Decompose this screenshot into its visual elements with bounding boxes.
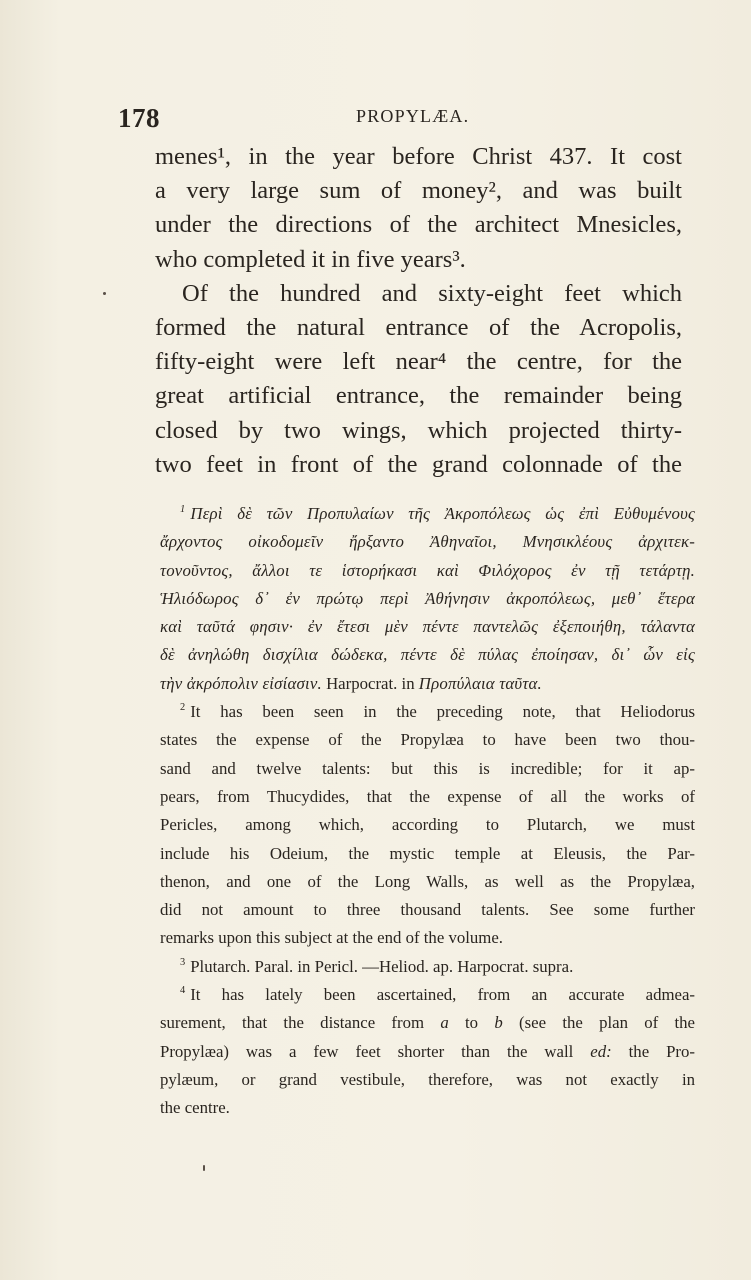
footnote-4	[160, 981, 695, 1122]
footnote-line: καὶ ταῦτά φησιν· ἐν ἔτεσι μὲν πέντε παντελῶς ἐξεποιήθη, τάλαντα	[160, 617, 695, 637]
footnote-line	[160, 1038, 695, 1066]
footnote-marker: 3	[180, 957, 186, 969]
footnote-text: (see the plan of the	[519, 1013, 696, 1033]
paper-speck	[103, 292, 106, 295]
plan-letter: a	[440, 1013, 449, 1033]
footnote-3	[160, 953, 695, 981]
footnote-line: τονοῦντος, ἄλλοι τε ἱστορήκασι καὶ Φιλόχορος ἐν τῇ τετάρτῃ.	[160, 560, 695, 580]
footnote-1	[160, 500, 695, 698]
footnote-line: did not amount to three thousand talents. See some further	[160, 900, 695, 920]
footnotes	[160, 500, 695, 1123]
footnote-text: surement, that the distance from	[160, 1013, 425, 1033]
body-line: closed by two wings, which projected thirty-	[155, 416, 682, 444]
body-line: two feet in front of the grand colonnade of the	[155, 450, 682, 478]
footnote-text: Περὶ δὲ τῶν Προπυλαίων τῆς Ἀκροπόλεως ὡς ἐπὶ Εὐθυμένους	[190, 504, 695, 523]
footnote-text: the Pro-	[628, 1041, 695, 1061]
footnote-line: thenon, and one of the Long Walls, as well as the Propylæa,	[160, 871, 695, 891]
footnote-line	[160, 953, 695, 981]
body-line: Of the hundred and sixty-eight feet which	[182, 279, 682, 307]
footnote-text: It has lately been ascertained, from an accurate admea-	[190, 985, 695, 1005]
footnote-text: to	[465, 1013, 479, 1033]
main-text	[155, 140, 682, 482]
footnote-line	[160, 698, 695, 726]
footnote-marker: 4	[180, 985, 186, 997]
greek-text: Προπύλαια ταῦτα.	[418, 673, 542, 693]
greek-text: τὴν ἀκρόπολιν εἰσίασιν.	[160, 673, 322, 693]
page-header	[118, 103, 678, 137]
body-line: fifty-eight were left near⁴ the centre, for the	[155, 348, 682, 376]
footnote-line	[160, 670, 695, 698]
body-line: who completed it in five years³.	[155, 245, 466, 273]
footnote-marker: 2	[180, 702, 186, 714]
footnote-2	[160, 698, 695, 953]
footnote-text: It has been seen in the preceding note, that Heliodorus	[190, 702, 695, 722]
footnote-line	[160, 1009, 695, 1037]
footnote-marker: 1	[180, 504, 186, 516]
plan-letter: b	[494, 1013, 503, 1033]
body-line: a very large sum of money², and was built	[155, 177, 682, 205]
footnote-line: ἄρχοντος οἰκοδομεῖν ἤρξαντο Ἀθηναῖοι, Μνησικλέους ἀρχιτεκ-	[160, 532, 695, 552]
footnote-text: Propylæa) was a few feet shorter than the wall	[160, 1041, 574, 1061]
footnote-line: remarks upon this subject at the end of the volume.	[160, 928, 503, 948]
footnote-text: Plutarch. Paral. in Pericl. —Heliod. ap. Harpocrat. supra.	[190, 956, 574, 976]
plan-letter: ed:	[590, 1041, 612, 1061]
footnote-line: include his Odeium, the mystic temple at Eleusis, the Par-	[160, 843, 695, 863]
footnote-line: the centre.	[160, 1098, 230, 1118]
footnote-line: pylæum, or grand vestibule, therefore, was not exactly in	[160, 1069, 695, 1089]
page-number: 178	[118, 103, 160, 133]
footnote-line: Ἡλιόδωρος δ᾽ ἐν πρώτῳ περὶ Ἀθήνησιν ἀκροπόλεως, μεθ᾽ ἕτερα	[160, 588, 695, 608]
body-line: under the directions of the architect Mnesicles,	[155, 211, 682, 239]
running-head: PROPYLÆA.	[356, 106, 470, 126]
footnote-line: pears, from Thucydides, that the expense of all the works of	[160, 786, 695, 806]
footnote-line: δὲ ἀνηλώθη δισχίλια δώδεκα, πέντε δὲ πύλας ἐποίησαν, δι᾽ ὧν εἰς	[160, 645, 695, 665]
footnote-line: states the expense of the Propylæa to have been two thou-	[160, 730, 695, 750]
footnote-line: Pericles, among which, according to Plutarch, we must	[160, 815, 695, 835]
body-line: formed the natural entrance of the Acropolis,	[155, 314, 682, 342]
body-line: menes¹, in the year before Christ 437. It cost	[155, 143, 682, 170]
footnote-line	[160, 500, 695, 528]
footnote-line: sand and twelve talents: but this is incredible; for it ap-	[160, 758, 695, 778]
footnote-line	[160, 981, 695, 1009]
paper-speck	[203, 1165, 205, 1171]
body-line: great artificial entrance, the remainder being	[155, 382, 682, 410]
citation-text: Harpocrat. in	[326, 673, 415, 693]
